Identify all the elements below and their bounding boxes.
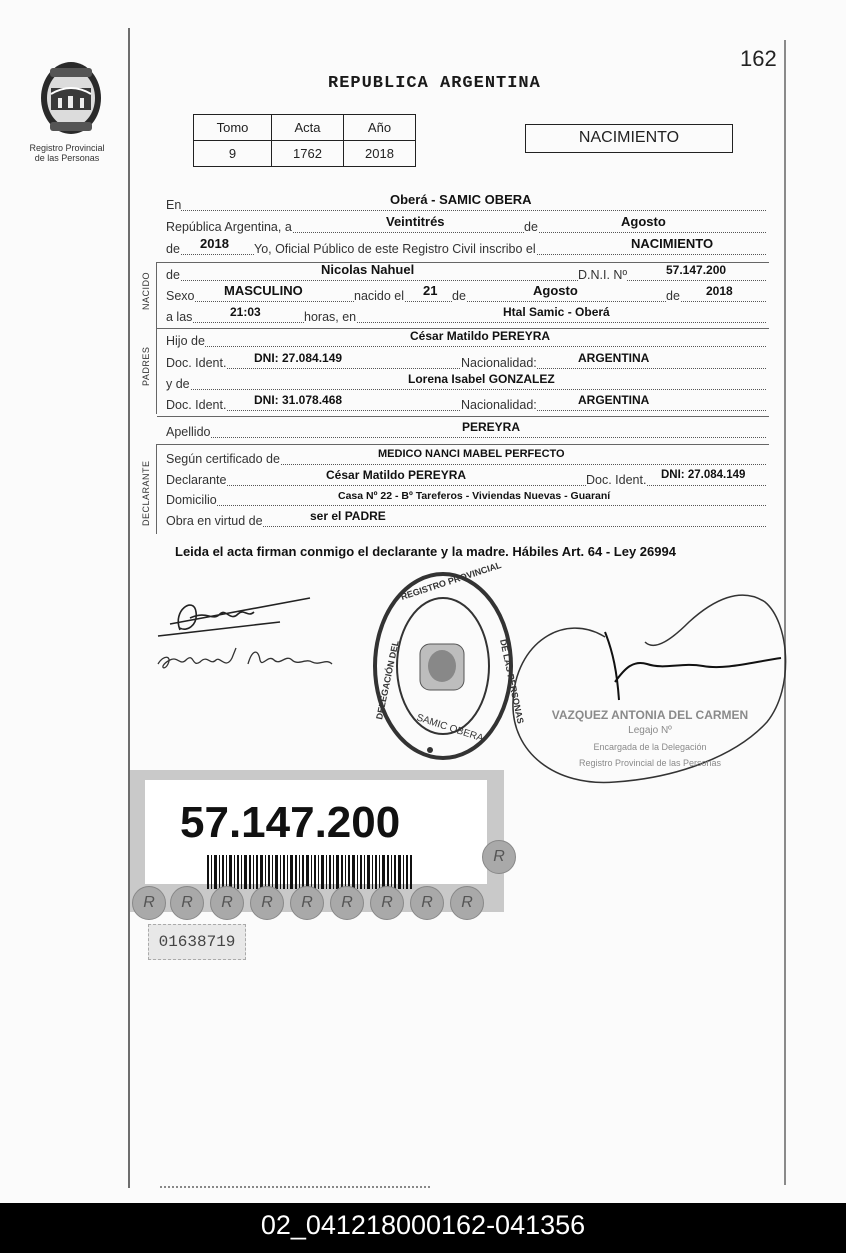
official-stamp [505, 582, 795, 792]
value-nacido-anio: 2018 [706, 284, 733, 298]
row-padre-doc [166, 351, 768, 372]
value-nacido-dia: 21 [423, 283, 438, 298]
row-sexo [166, 283, 768, 305]
official-line2: Legajo Nº [628, 725, 672, 736]
label-yo: Yo, Oficial Público de este Registro Civil inscribo el [254, 242, 536, 256]
label-doc-declarante: Doc. Ident. [586, 473, 647, 487]
value-inscribo: NACIMIENTO [631, 236, 714, 251]
value-declarante-doc: DNI: 27.084.149 [661, 469, 746, 481]
value-hora: 21:03 [230, 305, 261, 319]
label-nacido-el: nacido el [354, 289, 405, 303]
value-declarante: César Matildo PEREYRA [326, 468, 467, 482]
value-sexo: MASCULINO [224, 283, 303, 298]
row-apellido [166, 420, 768, 441]
label-nac-padre: Nacionalidad: [461, 356, 537, 370]
label-de-nac-mes: de [452, 289, 466, 303]
value-dia: Veintitrés [386, 214, 445, 229]
label-de-mes: de [524, 220, 538, 234]
value-mes: Agosto [621, 214, 666, 229]
label-apellido: Apellido [166, 425, 211, 439]
left-margin-line [128, 28, 130, 1188]
value-en: Oberá - SAMIC OBERA [390, 192, 532, 207]
row-en [166, 192, 768, 214]
label-horas-en: horas, en [304, 310, 357, 324]
pattern-circle: R [290, 886, 324, 920]
row-madre-doc [166, 393, 768, 414]
logo-caption [12, 143, 122, 163]
reference-table [193, 114, 416, 167]
value-anio: 2018 [200, 236, 229, 251]
official-name: VAZQUEZ ANTONIA DEL CARMEN [551, 708, 749, 722]
row-republica [166, 214, 768, 236]
pattern-circle: R [210, 886, 244, 920]
label-doc-madre: Doc. Ident. [166, 398, 227, 412]
value-padre-nac: ARGENTINA [578, 351, 650, 365]
pattern-circle: R [370, 886, 404, 920]
row-certificado [166, 450, 768, 468]
ref-value-tomo: 9 [194, 141, 272, 167]
ref-value-anio: 2018 [344, 141, 416, 167]
ref-value-acta: 1762 [272, 141, 344, 167]
pattern-circle: R [410, 886, 444, 920]
pattern-circle: R [450, 886, 484, 920]
label-en: En [166, 198, 182, 212]
row-hora [166, 305, 768, 326]
pattern-circle: R [170, 886, 204, 920]
logo-caption-line1: Registro Provincial [29, 143, 105, 153]
side-bar-nacido [156, 262, 157, 328]
row-domicilio [166, 491, 768, 509]
pattern-circle: R [132, 886, 166, 920]
pattern-circle: R [250, 886, 284, 920]
official-line3: Encargada de la Delegación [593, 742, 707, 752]
row-padre [166, 329, 768, 350]
declarante-signature-icon [150, 588, 340, 683]
label-nac-madre: Nacionalidad: [461, 398, 537, 412]
official-line4: Registro Provincial de las Personas [578, 758, 722, 768]
label-de-nombre: de [166, 268, 180, 282]
label-certificado: Según certificado de [166, 452, 280, 466]
label-y-de: y de [166, 377, 190, 391]
sticker-dni-number: 57.147.200 [180, 798, 401, 847]
value-obra: ser el PADRE [310, 509, 386, 523]
pattern-circle: R [330, 886, 364, 920]
record-type-box: NACIMIENTO [525, 124, 733, 153]
label-domicilio: Domicilio [166, 493, 217, 507]
closing-statement: Leida el acta firman conmigo el declarante y la madre. Hábiles Art. 64 - Ley 26994 [175, 544, 676, 559]
row-obra [166, 509, 768, 530]
label-de-anio: de [166, 242, 180, 256]
label-obra: Obra en virtud de [166, 514, 263, 528]
svg-text:DELEGACIÓN DEL: DELEGACIÓN DEL [374, 639, 401, 721]
dni-sticker [130, 770, 504, 912]
side-bar-declarante [156, 444, 157, 534]
label-dni: D.N.I. Nº [578, 268, 628, 282]
footer-filename: 02_041218000162-041356 [0, 1203, 846, 1253]
side-label-padres: PADRES [141, 346, 151, 386]
value-madre-nac: ARGENTINA [578, 393, 650, 407]
value-lugar: Htal Samic - Oberá [503, 305, 610, 319]
provincial-emblem-icon [38, 58, 104, 138]
section-divider-declarante [157, 444, 769, 445]
side-bar-padres [156, 328, 157, 414]
ref-header-acta: Acta [272, 115, 344, 141]
value-madre: Lorena Isabel GONZALEZ [408, 372, 555, 386]
sticker-label [145, 780, 487, 884]
ref-header-anio: Año [344, 115, 416, 141]
value-padre-doc: DNI: 27.084.149 [254, 351, 343, 365]
ref-header-tomo: Tomo [194, 115, 272, 141]
value-apellido: PEREYRA [462, 420, 521, 434]
value-padre: César Matildo PEREYRA [410, 329, 551, 343]
value-madre-doc: DNI: 31.078.468 [254, 393, 343, 407]
value-dni: 57.147.200 [666, 263, 727, 277]
barcode-icon [207, 855, 412, 889]
row-inscribo [166, 236, 768, 258]
label-declarante: Declarante [166, 473, 227, 487]
side-label-nacido: NACIDO [141, 271, 151, 310]
label-hijo-de: Hijo de [166, 334, 205, 348]
side-label-declarante: DECLARANTE [141, 460, 151, 526]
pattern-circle: R [482, 840, 516, 874]
value-domicilio: Casa Nº 22 - Bº Tareferos - Viviendas Nuevas - Guaraní [338, 490, 611, 502]
serial-number: 01638719 [148, 924, 246, 960]
value-certificado: MEDICO NANCI MABEL PERFECTO [378, 448, 565, 460]
label-a-las: a las [166, 310, 193, 324]
row-nombre [166, 262, 768, 284]
label-de-nac-anio: de [666, 289, 680, 303]
bottom-smudge [160, 1186, 430, 1189]
registry-seal-icon [368, 559, 526, 770]
section-divider-apellido [157, 416, 769, 417]
svg-text:REGISTRO PROVINCIAL: REGISTRO PROVINCIAL [399, 559, 503, 602]
row-madre [166, 372, 768, 393]
label-doc-padre: Doc. Ident. [166, 356, 227, 370]
label-republica: República Argentina, a [166, 220, 292, 234]
row-declarante [166, 468, 768, 489]
value-nombre: Nicolas Nahuel [321, 262, 415, 277]
document-title: REPUBLICA ARGENTINA [328, 74, 541, 93]
page-number: 162 [740, 46, 777, 71]
logo-caption-line2: de las Personas [34, 153, 100, 163]
label-sexo: Sexo [166, 289, 195, 303]
value-nacido-mes: Agosto [533, 283, 578, 298]
svg-text:SAMIC OBERA: SAMIC OBERA [415, 712, 485, 745]
svg-text:DE LAS PERSONAS: DE LAS PERSONAS [498, 638, 526, 725]
